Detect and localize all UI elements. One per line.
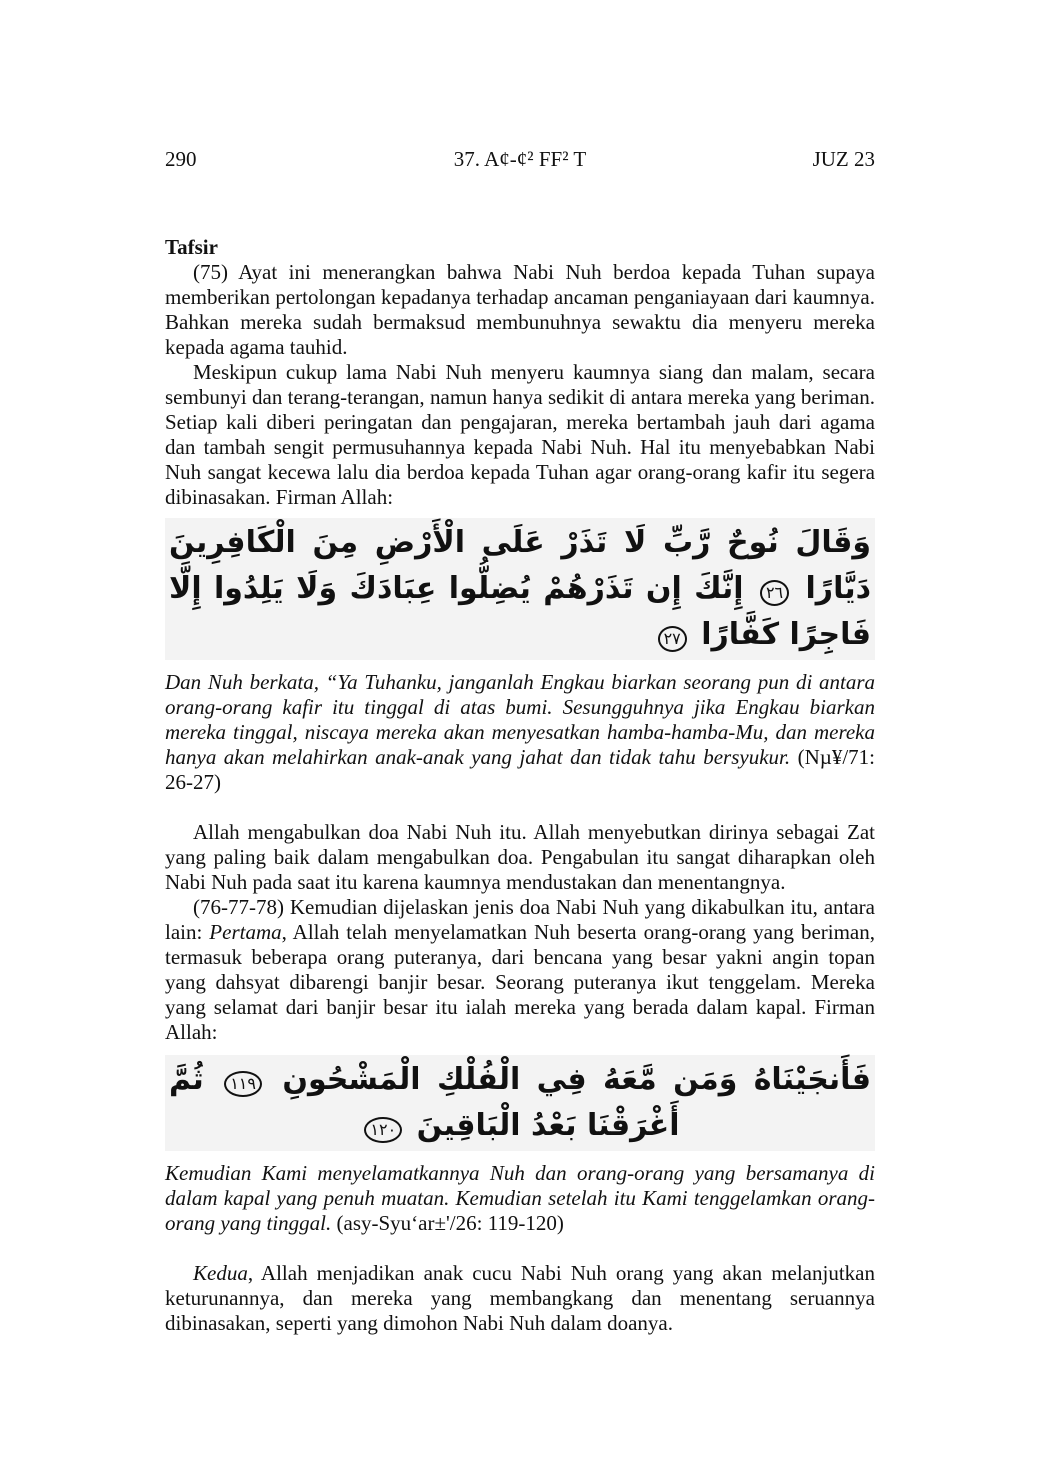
paragraph-1: (75) Ayat ini menerangkan bahwa Nabi Nuh berdoa kepada Tuhan supaya memberikan pertolongan kepadanya terhadap ancaman penganiayaan dari kaumnya. Bahkan mereka sudah bermaksud membunuhnya sewaktu dia menyeru mereka kepada agama tauhid.: [165, 260, 875, 359]
verse-1-translation-text: Dan Nuh berkata, “Ya Tuhanku, janganlah Engkau biarkan seorang pun di antara orang-orang kafir itu tinggal di atas bumi. Sesungguhnya jika Engkau biarkan mereka tinggal, niscaya mereka akan menyesatkan hamba-hamba-Mu, dan mereka hanya akan melahirkan anak-anak yang jahat dan tidak tahu bersyukur.: [165, 670, 875, 769]
verse-2-translation: [165, 1161, 875, 1236]
paragraph-4-text-c: , Allah telah menyelamatkan Nuh beserta orang-orang yang beriman, termasuk beberapa orang puteranya, dari bencana yang besar yakni angin topan yang dahsyat dibarengi banjir besar. Seorang puteranya ikut tenggelam. Mereka yang selamat dari banjir besar itu ialah mereka yang berada dalam kapal. Firman Allah:: [165, 920, 875, 1044]
arabic-verse-1-part-a: وَقَالَ نُوحٌ رَّبِّ لَا تَذَرْ عَلَى الْأَرْضِ مِنَ الْكَافِرِينَ دَيَّارًا: [169, 525, 871, 606]
paragraph-3: Allah mengabulkan doa Nabi Nuh itu. Allah menyebutkan dirinya sebagai Zat yang paling baik dalam mengabulkan doa. Pengabulan itu sangat diharapkan oleh Nabi Nuh pada saat itu karena kaumnya mendustakan dan menentangnya.: [165, 820, 875, 894]
page-number: 290: [165, 147, 197, 171]
paragraph-4-text-a: (76-77-78) Kemudian dijelaskan jenis doa Nabi Nuh yang dikabulkan itu, antara lain:: [165, 895, 875, 944]
page-body: [165, 235, 875, 1336]
arabic-verse-2-part-b: ثُمَّ أَغْرَقْنَا بَعْدُ الْبَاقِينَ: [169, 1062, 680, 1143]
ayah-number-mark: ٢٦: [760, 580, 789, 606]
paragraph-4: [165, 895, 875, 1045]
arabic-verse-2: [165, 1055, 875, 1151]
verse-2-reference: (asy-Syu‘ar±'/26: 119-120): [336, 1211, 564, 1235]
spacer: [165, 1236, 875, 1261]
ayah-number-mark: ١١٩: [224, 1071, 262, 1097]
spacer: [165, 795, 875, 820]
ayah-number-mark: ١٢٠: [364, 1117, 402, 1143]
arabic-verse-1-part-b: إِنَّكَ إِن تَذَرْهُمْ يُضِلُّوا عِبَادَكَ وَلَا يَلِدُوا إِلَّا فَاجِرًا كَفَّارًا: [169, 571, 871, 652]
paragraph-5-text: , Allah menjadikan anak cucu Nabi Nuh orang yang akan melanjutkan keturunannya, dan mereka yang membangkang dan menentang seruannya dibinasakan, seperti yang dimohon Nabi Nuh dalam doanya.: [165, 1261, 875, 1335]
ayah-number-mark: ٢٧: [658, 626, 687, 652]
arabic-verse-2-part-a: فَأَنجَيْنَاهُ وَمَن مَّعَهُ فِي الْفُلْكِ الْمَشْحُونِ: [282, 1062, 871, 1097]
paragraph-5-emphasis: Kedua: [193, 1261, 248, 1285]
section-heading: Tafsir: [165, 235, 218, 259]
paragraph-5: [165, 1261, 875, 1336]
paragraph-4-emphasis: Pertama: [209, 920, 282, 944]
verse-1-translation: [165, 670, 875, 795]
verse-1-reference: (Nµ¥/71: 26-27): [165, 745, 876, 794]
paragraph-2: Meskipun cukup lama Nabi Nuh menyeru kaumnya siang dan malam, secara sembunyi dan terang-terangan, namun hanya sedikit di antara mereka yang beriman. Setiap kali diberi peringatan dan pengajaran, mereka bertambah jauh dari agama dan tambah sengit permusuhannya kepada Nabi Nuh. Hal itu menyebabkan Nabi Nuh sangat kecewa lalu dia berdoa kepada Tuhan agar orang-orang kafir itu segera dibinasakan. Firman Allah:: [165, 360, 875, 509]
arabic-verse-1: [165, 518, 875, 660]
verse-2-translation-text: Kemudian Kami menyelamatkannya Nuh dan orang-orang yang bersamanya di dalam kapal yang penuh muatan. Kemudian setelah itu Kami tenggelamkan orang-orang yang tinggal.: [165, 1161, 875, 1235]
surah-title: 37. A¢-¢² FF² T: [453, 147, 587, 171]
juz-label: JUZ 23: [812, 147, 875, 171]
